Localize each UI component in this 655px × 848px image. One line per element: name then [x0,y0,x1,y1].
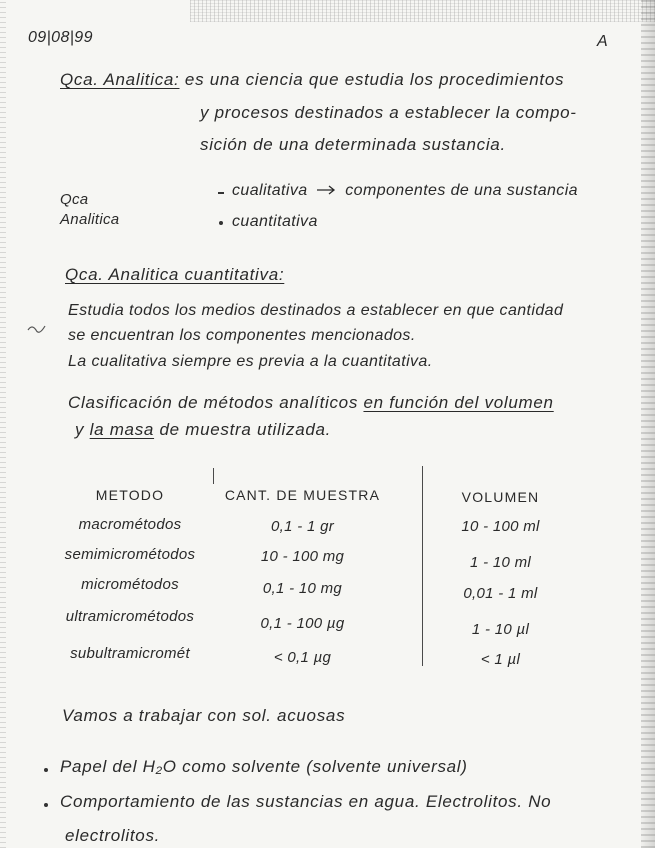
scan-noise-left-edge [0,0,6,848]
table-cell-amount: < 0,1 µg [273,649,332,666]
type-quantitative: cuantitativa [232,213,318,230]
table-cell-volume: 1 - 10 ml [469,554,532,571]
notes-bullet-2: Comportamiento de las sustancias en agua. Electrolitos. No [60,792,552,811]
table-cell-volume: 1 - 10 µl [471,621,530,638]
table-header-sample-amount: CANT. DE MUESTRA [224,487,381,503]
margin-tick-mark [26,322,48,345]
table-cell-method: ultramicrométodos [65,608,195,625]
notes-bullet-1: Papel del H₂O como solvente (solvente universal) [60,757,468,776]
quantitative-line-2: se encuentran los componentes mencionados. [68,327,416,344]
table-cell-amount: 10 - 100 mg [260,548,345,565]
table-divider-tick [213,468,214,484]
quantitative-line-1: Estudia todos los medios destinados a establecer en que cantidad [68,302,564,319]
classification-underlined: en función del volumen [363,393,554,412]
scan-noise-top [190,0,655,22]
types-label-line-2: Analitica [60,211,120,228]
quantitative-line-3: La cualitativa siempre es previa a la cuantitativa. [68,353,433,370]
type-qualitative-note: componentes de una sustancia [345,182,578,200]
table-cell-volume: 10 - 100 ml [461,518,540,535]
dot-bullet-icon [44,768,48,772]
classification-text: Clasificación de métodos analíticos [68,393,359,412]
table-cell-volume: < 1 µl [480,651,521,668]
classification-line [68,393,554,413]
table-cell-volume: 0,01 - 1 ml [463,585,538,602]
scan-noise-right-edge [641,0,655,848]
table-cell-amount: 0,1 - 100 µg [260,615,345,632]
definition-line-3: sición de una determinada sustancia. [200,135,506,154]
dot-bullet-icon [44,803,48,807]
sample-pre: y [75,420,85,439]
date: 09|08|99 [28,29,93,46]
table-cell-method: semimicrométodos [64,546,196,563]
sample-post: de muestra utilizada. [159,420,332,439]
table-header-volume: VOLUMEN [461,489,540,505]
sample-line [75,420,331,440]
types-label-line-1: Qca [60,191,89,208]
page-mark: A [597,33,609,50]
quantitative-title: Qca. Analitica cuantitativa: [65,265,285,284]
table-cell-amount: 0,1 - 1 gr [270,518,335,535]
notes-intro: Vamos a trabajar con sol. acuosas [62,706,346,725]
table-divider [422,466,423,666]
table-cell-method: micrométodos [81,576,179,593]
table-cell-method: macrométodos [78,516,182,533]
definition-term: Qca. Analitica: [60,70,180,89]
type-qualitative: cualitativa [232,182,308,200]
sample-underlined: la masa [89,420,155,439]
definition-text-1: es una ciencia que estudia los procedimientos [184,70,565,89]
table-cell-amount: 0,1 - 10 mg [262,580,343,597]
notes-continuation: electrolitos. [65,826,161,845]
type-qualitative-row [232,181,578,201]
definition-line-1 [60,70,564,90]
dash-bullet-icon [218,192,224,194]
definition-line-2: y procesos destinados a establecer la compo- [200,103,577,122]
arrow-right-icon [316,181,336,201]
table-header-method: METODO [95,487,165,503]
table-cell-method: subultramicromét [70,645,190,662]
dot-bullet-icon [219,221,223,225]
